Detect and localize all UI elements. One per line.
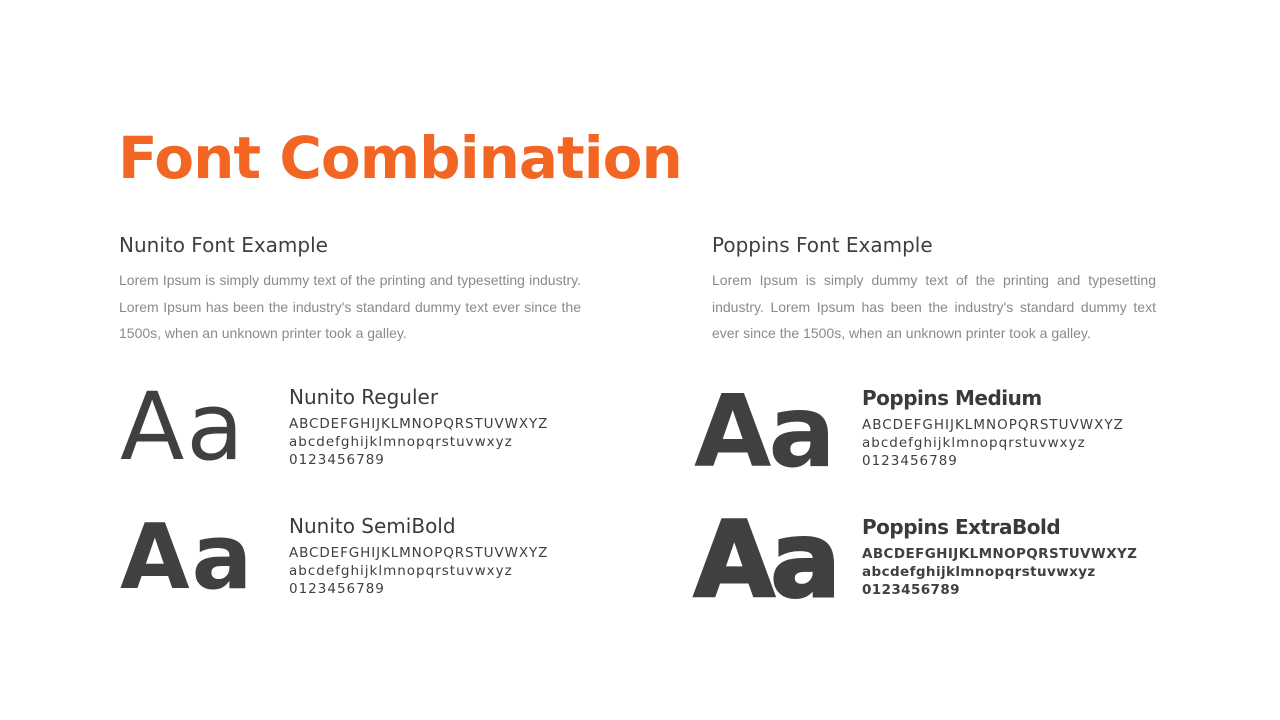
poppins-medium-specimen — [862, 385, 1124, 470]
uppercase-alphabet: ABCDEFGHIJKLMNOPQRSTUVWXYZ — [289, 545, 549, 561]
lowercase-alphabet: abcdefghijklmnopqrstuvwxyz — [289, 434, 513, 450]
font-style-name: Nunito Reguler — [289, 385, 439, 409]
font-style-name: Poppins ExtraBold — [862, 515, 1061, 539]
nunito-semibold-glyph-sample: Aa — [120, 505, 255, 610]
font-style-name: Nunito SemiBold — [289, 514, 456, 538]
character-set — [862, 545, 1137, 599]
character-set — [862, 416, 1124, 470]
poppins-medium-glyph-sample: Aa — [694, 373, 833, 490]
uppercase-alphabet: ABCDEFGHIJKLMNOPQRSTUVWXYZ — [862, 417, 1124, 433]
lowercase-alphabet: abcdefghijklmnopqrstuvwxyz — [862, 564, 1096, 580]
poppins-extrabold-glyph-sample: Aa — [694, 499, 837, 621]
digits: 0123456789 — [862, 453, 958, 469]
digits: 0123456789 — [289, 452, 385, 468]
lowercase-alphabet: abcdefghijklmnopqrstuvwxyz — [862, 435, 1086, 451]
poppins-section-description: Lorem Ipsum is simply dummy text of the printing and typesetting industry. Lorem Ipsum has been the industry's standard dummy text ever since the 1500s, when an unknown printer took a galley. — [712, 272, 1156, 341]
poppins-extrabold-specimen — [862, 514, 1137, 599]
nunito-section-heading: Nunito Font Example — [119, 233, 328, 257]
nunito-section-description: Lorem Ipsum is simply dummy text of the printing and typesetting industry. Lorem Ipsum has been the industry's standard dummy text ever since the 1500s, when an unknown printer took a galley. — [119, 272, 581, 341]
nunito-semibold-specimen — [289, 513, 548, 598]
character-set — [289, 544, 548, 598]
nunito-regular-specimen — [289, 384, 548, 469]
slide-title: Font Combination — [118, 124, 682, 192]
font-style-name: Poppins Medium — [862, 386, 1042, 410]
uppercase-alphabet: ABCDEFGHIJKLMNOPQRSTUVWXYZ — [862, 546, 1138, 562]
character-set — [289, 415, 548, 469]
nunito-regular-glyph-sample: Aa — [120, 373, 246, 482]
digits: 0123456789 — [862, 582, 960, 598]
digits: 0123456789 — [289, 581, 385, 597]
lowercase-alphabet: abcdefghijklmnopqrstuvwxyz — [289, 563, 513, 579]
uppercase-alphabet: ABCDEFGHIJKLMNOPQRSTUVWXYZ — [289, 416, 549, 432]
poppins-section-heading: Poppins Font Example — [712, 233, 933, 257]
